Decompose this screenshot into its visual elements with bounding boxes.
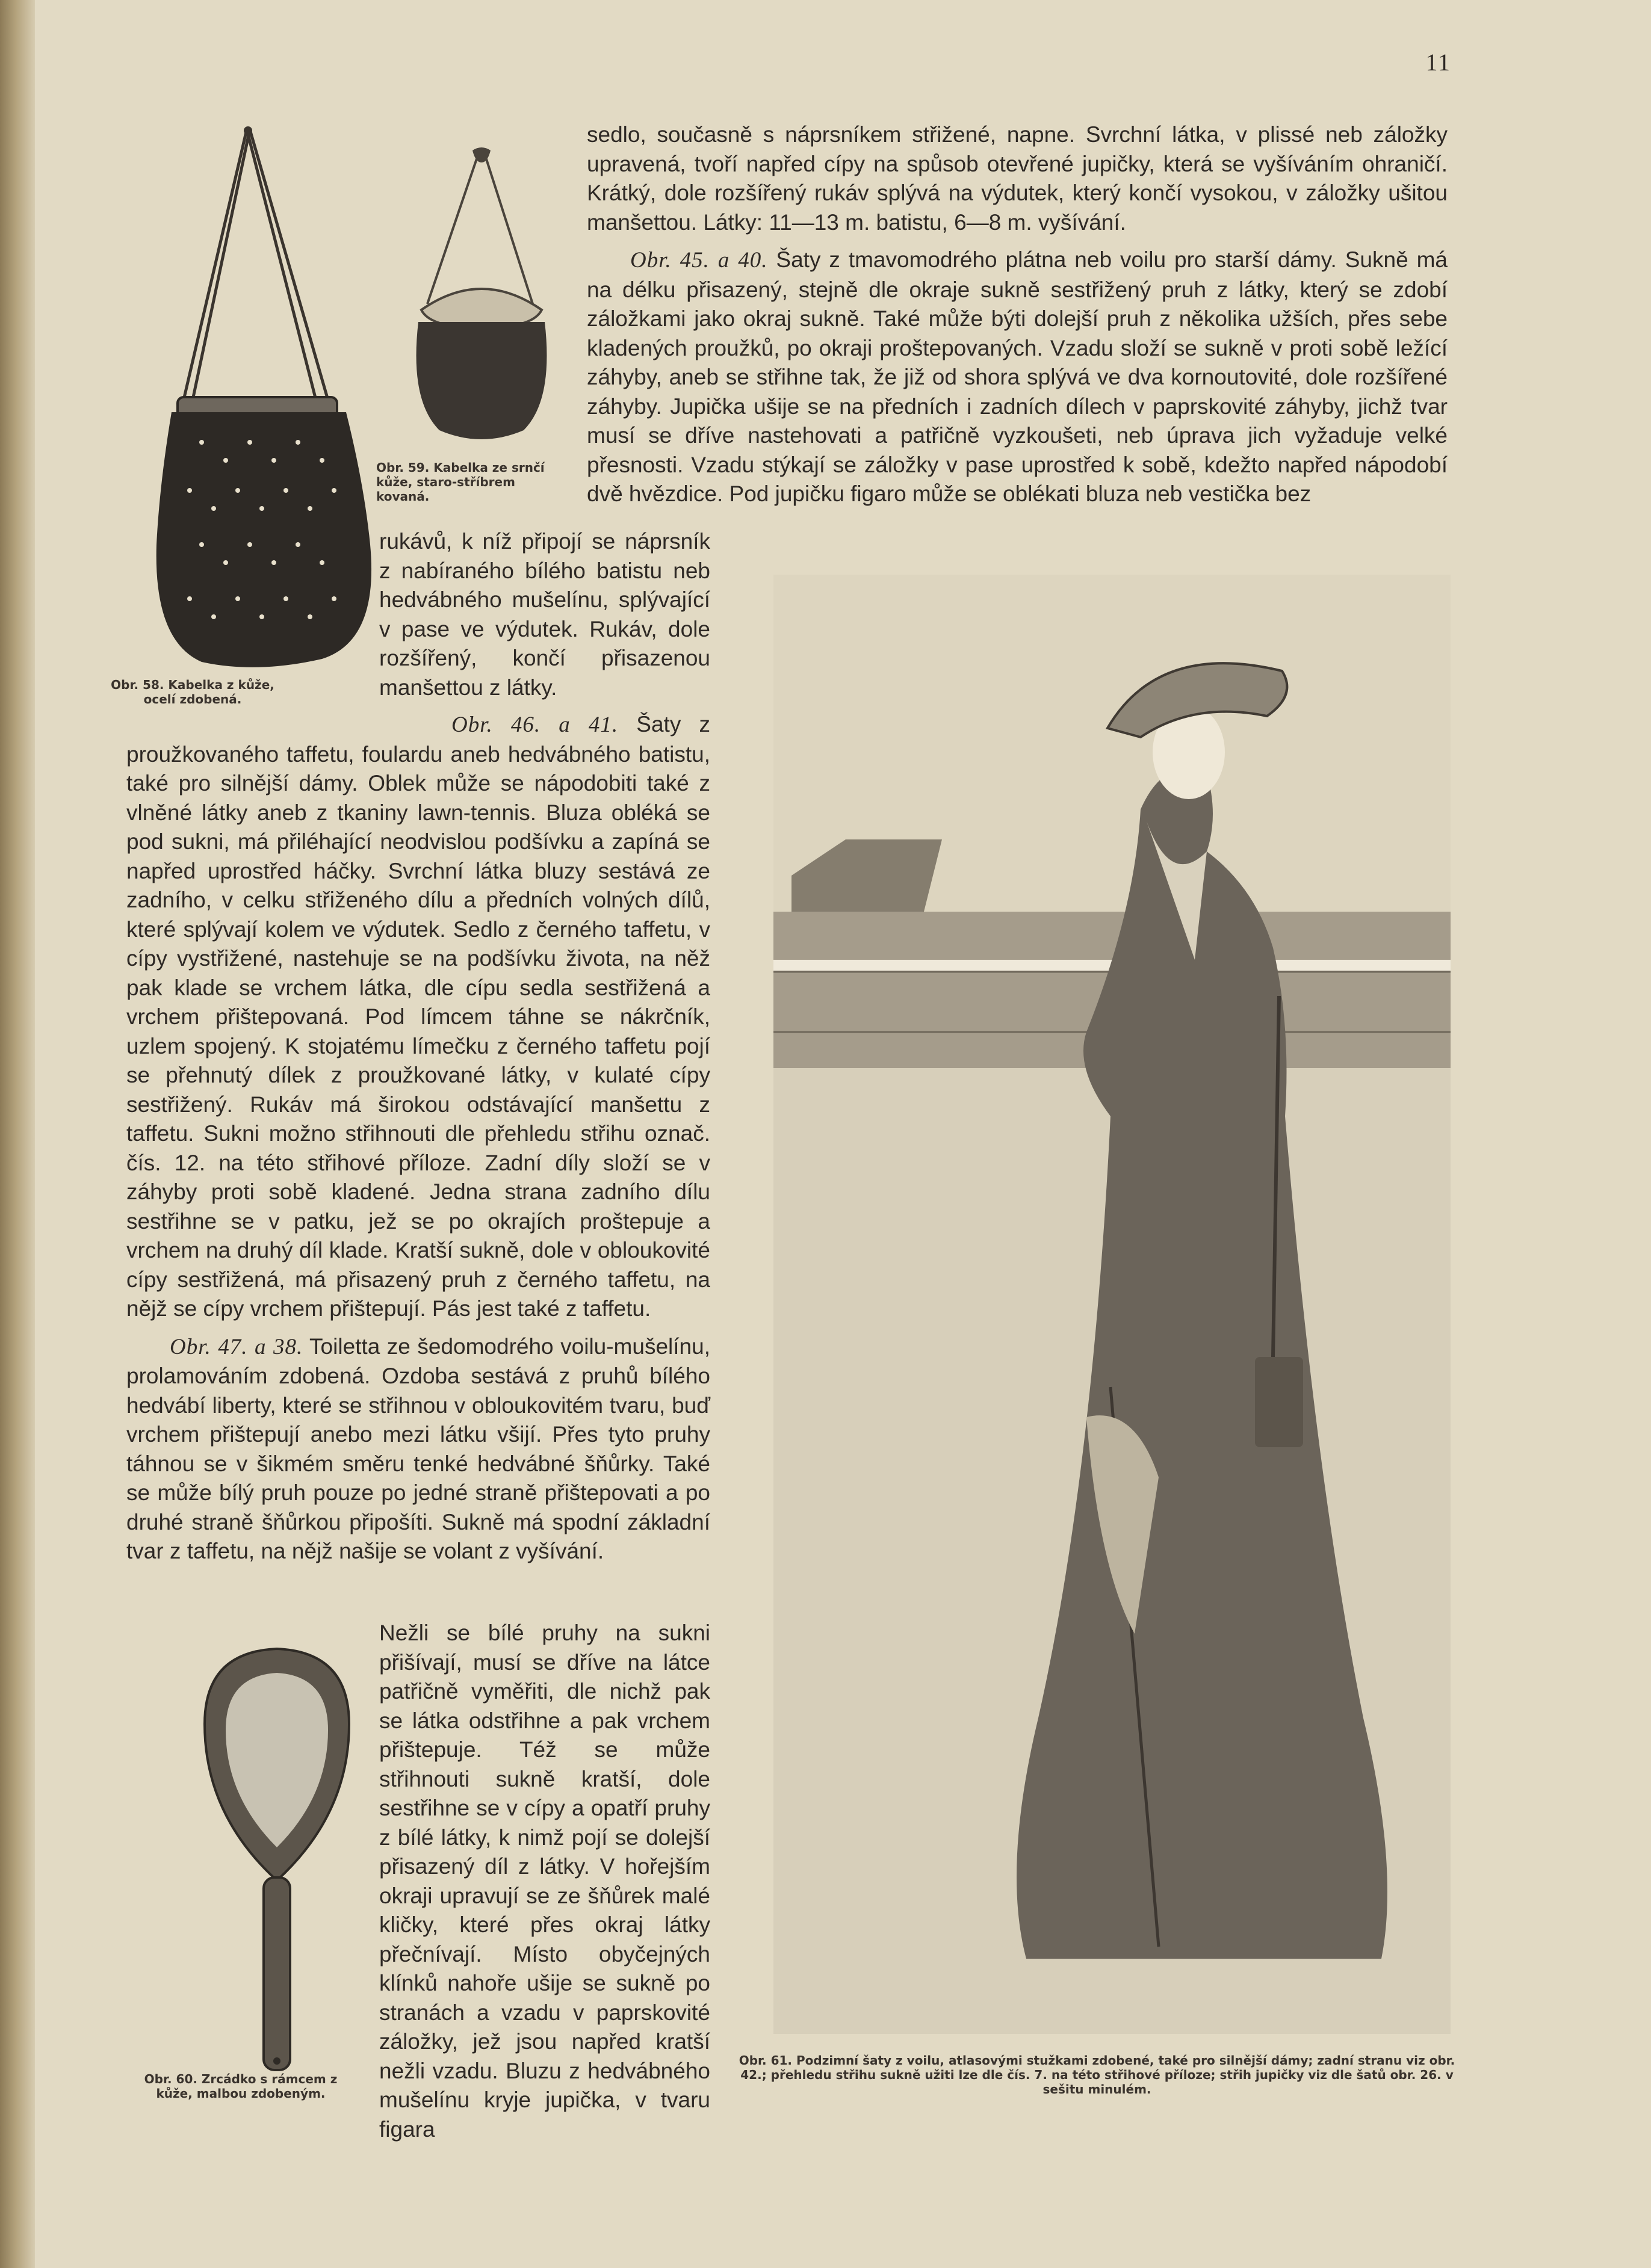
figure-ref-45: Obr. 45. a 40. (630, 248, 768, 273)
paragraph-continuation: sedlo, současně s náprsníkem střižené, napne. Svrchní látka, v plissé neb záložky upravená, tvoří napřed cípy na spůsob otevřené jupičky, která se vyšíváním ohraničí. Krátký, dole rozšířený rukáv splývá na výdutek, který končí vysokou, v záložky ušitou manšettou. Látky: 11—13 m. batistu, 6—8 m. vyšívání. (587, 122, 1448, 235)
left-column-text-top (379, 527, 710, 711)
left-column-text-main (126, 710, 710, 1575)
page-binding-edge (0, 0, 35, 2268)
caption-fig61: Obr. 61. Podzimní šaty z voilu, atlasovými stužkami zdobené, také pro silnější dámy; zadní stranu viz obr. 42.; přehledu střihu sukně užiti lze dle čís. 7. na této střihové příloze; střih jupičky viz dle šatů obr. 26. v sešitu minulém. (739, 2053, 1455, 2097)
figure-ref-46: Obr. 46. a 41. (451, 712, 619, 737)
handbag-illustration-fig59 (403, 147, 560, 448)
caption-fig58: Obr. 58. Kabelka z kůže, ocelí zdobená. (111, 678, 274, 706)
page-number: 11 (1425, 49, 1451, 76)
right-column-text (587, 120, 1448, 518)
paragraph-fig47-continued: Nežli se bílé pruhy na sukni přišívají, musí se dříve na látce patřičně vyměřiti, dle nichž pak se látka odstřihne a pak vrchem přištepuje. Též se může střihnouti sukně kratší, dole sestřihne se v cípy a opatří pruhy z bílé látky, k nimž pojí se dolejší přisazený díl z látky. V hořejším okraji upravují se ze šňůrek malé kličky, které přes okraj látky přečnívají. Místo obyčejných klínků nahoře ušije se sukně po stranách a vzadu v paprskovité záložky, jež jsou napřed kratší nežli vzadu. Bluzu z hedvábného mušelínu kryje jupička, v tvaru figara (379, 1621, 710, 2142)
fashion-plate-illustration-fig61 (773, 575, 1451, 2034)
paragraph-fig47: Toiletta ze šedomodrého voilu-mušelínu, prolamováním zdobená. Ozdoba sestává z pruhů bílého hedvábí liberty, které se střihnou v obloukovitém tvaru, buď vrchem přištepují anebo mezi látku všijí. Přes tyto pruhy táhnou se v šikmém směru tenké hedvábné šňůrky. Také se může bílý pruh pouze po jedné straně přištepovati a po druhé straně šňůrkou připošíti. Sukně má spodní základní tvar z taffetu, na nějž našije se volant z vyšívání. (126, 1333, 710, 1563)
hand-mirror-illustration-fig60 (193, 1640, 361, 2085)
paragraph-sleeves: rukávů, k níž připojí se náprsník z nabíraného bílého batistu neb hedvábného mušelínu, splývající v pase ve výdutek. Rukáv, dole rozšířený, končí přisazenou manšettou z látky. (379, 529, 710, 700)
paragraph-fig46: Šaty z proužkovaného taffetu, foulardu aneb hedvábného batistu, také pro silnější dámy. Oblek může se nápodobiti také z vlněné látky aneb z tkaniny lawn-tennis. Bluza obléká se pod sukni, má přiléhající neodvislou podšívku a zapíná se napřed uprostřed háčky. Svrchní látka bluzy sestává ze zadního, v celku střiženého dílu a předních volných dílů, které splývají kolem ve výdutek. Sedlo z černého taffetu, v cípy vystřižené, nastehuje se na podšívku života, na něž pak klade se vrchem látka, dle cípu sedla sestřižená a vrchem přištepovaná. Pod límcem táhne se nákrčník, uzlem spojený. K stojatému límečku z černého taffetu pojí se přehnutý dílek z proužkované látky, v kulaté cípy sestřižený. Rukáv má širokou odstávající manšettu z taffetu. Sukni možno střihnouti dle přehledu střihu označ. čís. 12. na této střihové příloze. Zadní díly složí se v záhyby proti sobě kladené. Jedna strana zadního dílu sestřihne se v patku, jež se po okrajích proštepuje a vrchem na druhý díl klade. Kratší sukně, dole v obloukovité cípy sestřižená, má přisazený pruh z černého taffetu, na nějž se cípy vrchem přištepují. Pás jest také z taffetu. (126, 712, 710, 1321)
paragraph-fig45: Šaty z tmavomodrého plátna neb voilu pro starší dámy. Sukně má na délku přisazený, stejně dle okraje sukně sestřižený pruh z látky, který se zdobí záložkami jako okraj sukně. Také může býti dolejší pruh z několika užších, přes sebe kladených proužků, po okraji proštepovaných. Vzadu složí se sukně v proti sobě ležící záhyby, aneb se střihne tak, že již od shora splývá ve dva kornoutovité, dole rozšířené záhyby. Jupička ušije se na předních i zadních dílech v paprskovité záhyby, jichž tvar musí se dříve nastehovati a patřičně vyzkoušeti, neb úprava jich vyžaduje velké přesnosti. Vzadu stýkají se záložky v pase uprostřed k sobě, kdežto napřed nápodobí dvě hvězdice. Pod jupičku figaro může se oblékati bluza neb vestička bez (587, 247, 1448, 506)
handbag-illustration-fig58 (141, 123, 388, 677)
figure-ref-47: Obr. 47. a 38. (170, 1334, 303, 1359)
left-column-text-bottom (379, 1619, 710, 2152)
caption-fig59: Obr. 59. Kabelka ze srnčí kůže, staro-stříbrem kovaná. (376, 460, 545, 504)
caption-fig60: Obr. 60. Zrcádko s rámcem z kůže, malbou zdobeným. (144, 2072, 338, 2101)
